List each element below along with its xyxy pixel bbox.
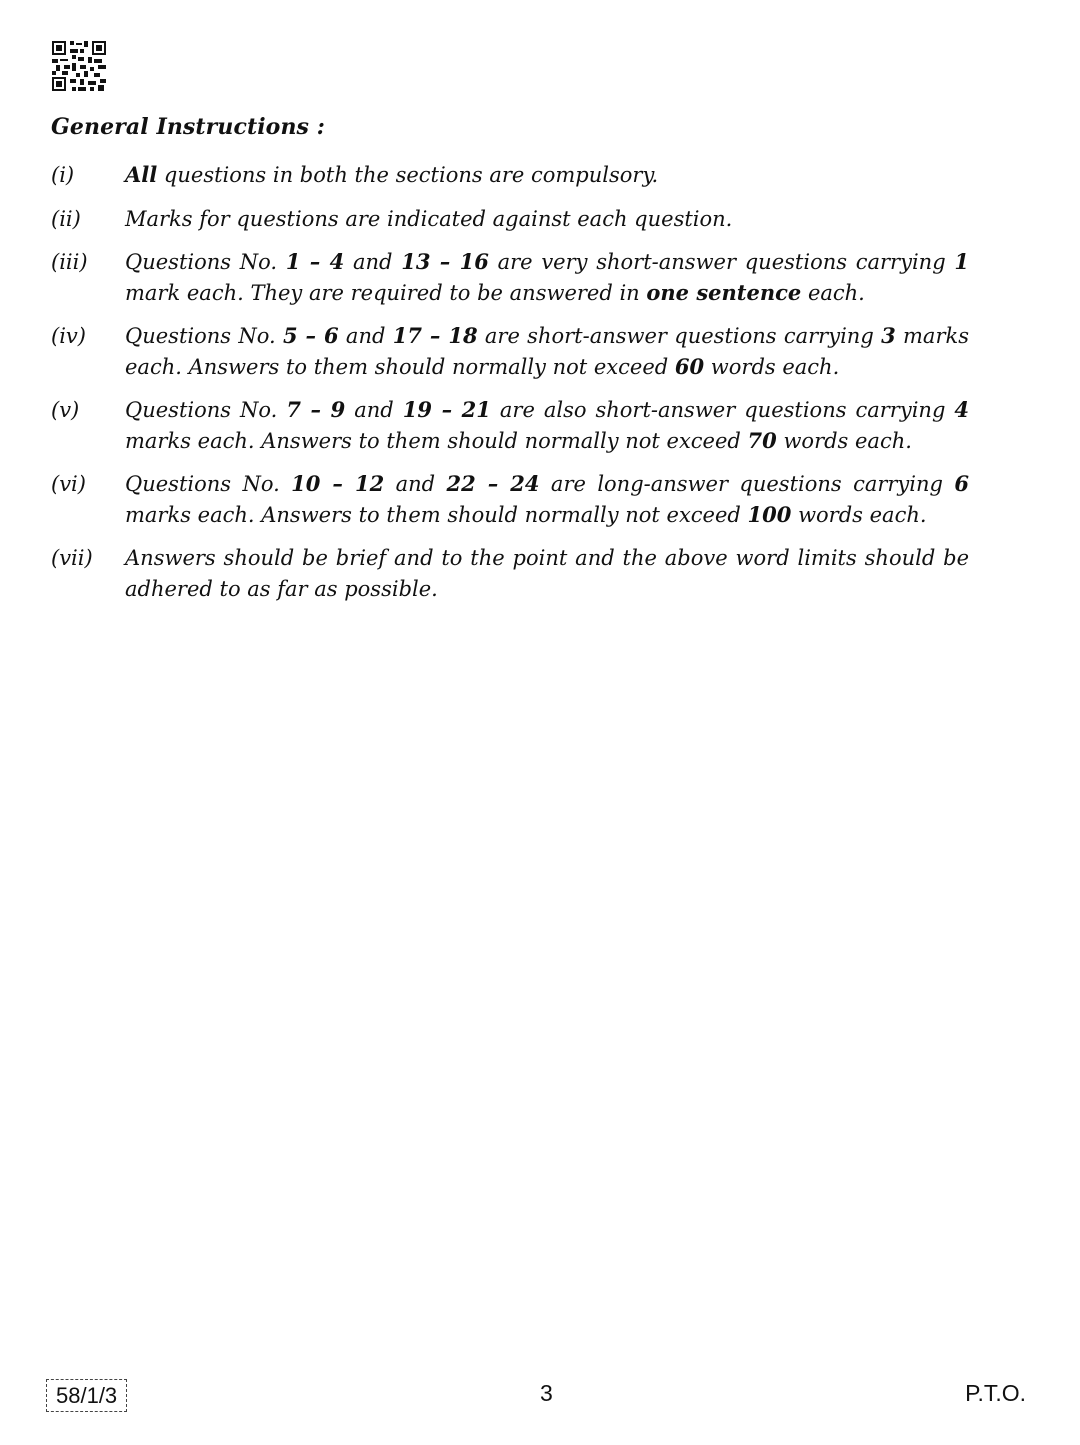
emphasis: All xyxy=(125,162,158,187)
instruction-item xyxy=(51,204,969,235)
text-run: and xyxy=(345,398,403,422)
instruction-item xyxy=(51,395,969,456)
instruction-number: (vii) xyxy=(51,546,93,570)
text-run: Marks for questions are indicated against each question. xyxy=(125,206,733,231)
text-run: Questions No. xyxy=(125,324,283,348)
text-run: questions in both the sections are compulsory. xyxy=(157,163,659,187)
text-run: Questions No. xyxy=(125,398,287,422)
text-run: marks each. Answers to them should normally not exceed xyxy=(125,502,748,527)
text-run: are long-answer questions carrying xyxy=(539,472,955,496)
instruction-item xyxy=(51,469,969,530)
page-number: 3 xyxy=(540,1380,553,1406)
emphasis: 10 – 12 xyxy=(291,471,385,496)
emphasis: 3 xyxy=(881,323,896,348)
instruction-item xyxy=(51,543,969,604)
text-run: words each. xyxy=(704,354,840,379)
emphasis: 17 – 18 xyxy=(392,323,478,348)
text-run: and xyxy=(344,250,402,274)
instruction-number: (i) xyxy=(51,163,75,187)
text-run: Questions No. xyxy=(125,250,286,274)
instruction-text xyxy=(125,469,969,530)
emphasis: 7 – 9 xyxy=(286,397,346,422)
instruction-item xyxy=(51,160,969,191)
emphasis: 19 – 21 xyxy=(402,397,491,422)
instruction-text xyxy=(125,395,969,456)
text-run: each. xyxy=(801,280,865,305)
emphasis: 60 xyxy=(674,353,705,379)
instruction-text xyxy=(125,204,969,235)
text-run: and xyxy=(338,324,393,348)
instruction-text xyxy=(125,247,969,308)
text-run: marks each. Answers to them should normally not exceed xyxy=(125,324,969,379)
text-run: words each. xyxy=(791,502,927,527)
text-run: and xyxy=(384,472,447,496)
text-run: Questions No. xyxy=(125,472,292,496)
emphasis: 13 – 16 xyxy=(401,249,489,274)
emphasis: 4 xyxy=(954,397,969,422)
instruction-number: (vi) xyxy=(51,472,86,496)
instruction-number: (v) xyxy=(51,398,80,422)
instruction-item xyxy=(51,247,969,308)
text-run: mark each. They are required to be answered in xyxy=(125,280,647,305)
emphasis: 1 – 4 xyxy=(285,249,345,274)
instruction-text xyxy=(125,321,969,382)
instructions-list xyxy=(51,160,969,617)
qr-code-icon xyxy=(52,41,106,91)
emphasis: one sentence xyxy=(646,279,802,305)
instruction-number: (ii) xyxy=(51,206,81,231)
emphasis: 1 xyxy=(954,249,969,274)
text-run: are also short-answer questions carrying xyxy=(490,398,955,422)
emphasis: 5 – 6 xyxy=(283,323,339,348)
text-run: words each. xyxy=(776,428,912,453)
instruction-item xyxy=(51,321,969,382)
text-run: marks each. Answers to them should normally not exceed xyxy=(125,428,748,453)
pto-label: P.T.O. xyxy=(965,1380,1026,1406)
instruction-number: (iii) xyxy=(51,250,88,274)
general-instructions-heading: General Instructions : xyxy=(51,114,326,140)
text-run: Answers should be brief and to the point and the above word limits should be adhered to as far as possible. xyxy=(125,546,969,601)
instruction-text xyxy=(125,160,969,191)
text-run: are short-answer questions carrying xyxy=(477,324,882,348)
text-run: are very short-answer questions carrying xyxy=(488,250,955,274)
emphasis: 70 xyxy=(747,427,777,453)
question-paper-code: 58/1/3 xyxy=(46,1379,127,1412)
instruction-text xyxy=(125,543,969,604)
emphasis: 22 – 24 xyxy=(446,471,540,496)
emphasis: 6 xyxy=(954,471,970,496)
instruction-number: (iv) xyxy=(51,324,86,348)
emphasis: 100 xyxy=(747,501,792,527)
